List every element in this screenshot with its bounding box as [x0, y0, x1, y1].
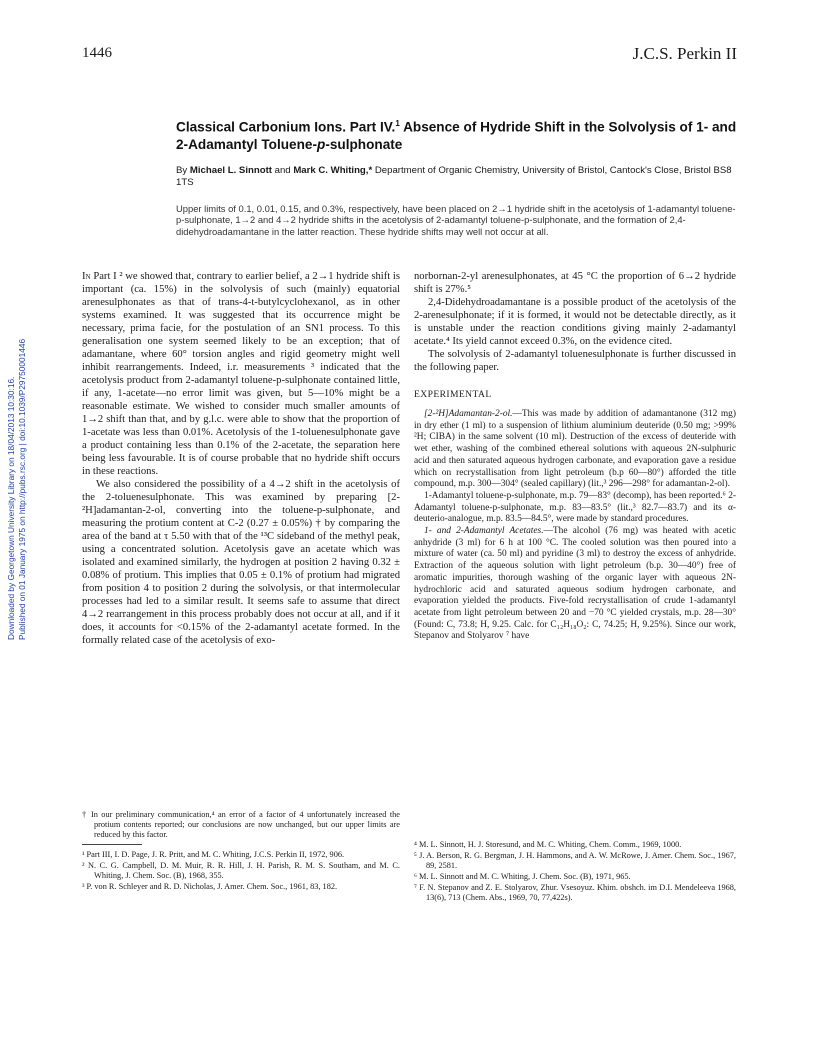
author-line: By Michael L. Sinnott and Mark C. Whiting,* Department of Organic Chemistry, University of Bristol, Cantock's Close, Bristol BS8 1TS — [176, 165, 732, 188]
drop-cap: In — [82, 271, 91, 282]
intro-paragraph: In Part I ² we showed that, contrary to earlier belief, a 2→1 hydride shift is important (ca. 15%) in the solvolysis of such (mainly) equatorial arenesulphonates as that of trans-4-t-butylcyclohexanol, as in other systems examined. It was suggested that its occurrence might be necessary, prima facie, for the postulation of an SN1 process. To this generalisation one system seemed likely to be an exception; that of adamantane, where 60° torsion angles and rigid geometry might well inhibit rearrangements. Indeed, i.r. measurements ³ indicated that the acetolysis product from 2-adamantyl toluene-p-sulphonate contained little, if any, 1-acetate—no error limit was given, but 5—10% might be a reasonable estimate. We wished to consider much smaller amounts of 1→2 shift than that, and by g.l.c. were able to show that the proportion of 1-acetate was less than 0.01%. Acetolysis of the 1-toluenesulphonate gave a product containing less than 0.1% of the 2-acetate, the separation here being less favourable. It is of course probable that no hydride shift occurs in these reactions. — [82, 271, 400, 477]
reference-4: ⁴ M. L. Sinnott, H. J. Storesund, and M. C. Whiting, Chem. Comm., 1969, 1000. — [414, 840, 682, 849]
body-paragraph: norbornan-2-yl arenesulphonates, at 45 °C the proportion of 6→2 hydride shift is 27%.⁵ — [414, 271, 736, 295]
journal-title: J.C.S. Perkin II — [632, 44, 737, 63]
body-paragraph: The solvolysis of 2-adamantyl toluenesulphonate is further discussed in the following paper. — [414, 349, 736, 373]
affiliation: Department of Organic Chemistry, University of Bristol, Cantock's Close, Bristol BS8 1TS — [176, 165, 732, 188]
dagger-footnote: † In our preliminary communication,⁴ an error of a factor of 4 unfortunately increased the protium contents reported; our conclusions are now unchanged, but our upper limits are reduced by this factor. — [82, 810, 400, 839]
experimental-heading: EXPERIMENTAL — [414, 389, 492, 400]
abstract: Upper limits of 0.1, 0.01, 0.15, and 0.3%, respectively, have been placed on 2→1 hydride shift in the acetolysis of 1-adamantyl toluene-p-sulphonate, 1→2 and 4→2 hydride shifts in the acetolysis of 2-adamantyl toluene-p-sulphonate, and the formation of 2,4-didehydroadamantane in the latter reaction. These hydride shifts may well not occur at all. — [176, 203, 736, 237]
reference-2: ² N. C. G. Campbell, D. M. Muir, R. R. Hill, J. H. Parish, R. M. S. Southam, and M. C. Whiting, J. Chem. Soc. (B), 1968, 355. — [82, 861, 400, 880]
download-notice[interactable]: Downloaded by Georgetown University Library on 18/04/2013 10:30:16. — [6, 376, 16, 640]
download-sidebar — [2, 262, 28, 642]
experimental-paragraph: [2-²H]Adamantan-2-ol.—This was made by addition of adamantanone (312 mg) in dry ether (1 ml) to a suspension of lithium aluminium deuteride (0.50 mg; >99% ²H; CIBA) in the same solvent (10 ml). Destruction of the excess of deuteride with wet ether, washing of the combined ethereal solutions with aqueous 2N-sulphuric acid and then saturated aqueous hydrogen carbonate, and evaporation gave a residue which on recrystallisation from light petroleum (b.p 60—80°) afforded the title compound, m.p. 300—304° (sealed capillary) (lit.,³ 296—298° for adamantan-2-ol). — [414, 409, 736, 490]
footnotes-right — [414, 840, 736, 904]
experimental-paragraph: 1-Adamantyl toluene-p-sulphonate, m.p. 79—83° (decomp), has been reported.⁶ 2-Adamantyl toluene-p-sulphonate, m.p. 83—83.5° (lit.,³ 82.7—83.7) and its α-deuterio-analogue, m.p. 83.5—84.5°, were made by standard procedures. — [414, 490, 736, 525]
footnote-rule — [82, 844, 142, 845]
footnotes-left — [82, 810, 400, 893]
author-1: Michael L. Sinnott — [189, 165, 272, 176]
experimental-section — [414, 409, 736, 643]
reference-1: ¹ Part III, I. D. Page, J. R. Pritt, and M. C. Whiting, J.C.S. Perkin II, 1972, 906. — [82, 850, 345, 859]
experimental-paragraph: 1- and 2-Adamantyl Acetates.—The alcohol (76 mg) was heated with acetic anhydride (3 ml) for 6 h at 100 °C. The cooled solution was then poured into a mixture of water (ca. 50 ml) and pyridine (3 ml) to destroy the excess of anhydride. Extraction of the aqueous solution with light petroleum (b.p. 30—40°) free of aromatic impurities, thorough washing of the organic layer with aqueous 2N-hydrochloric acid and saturated aqueous sodium hydrogen carbonate, and evaporation yielded the products. Five-fold recrystallisation of crude 1-adamantyl acetate from light petroleum between 20 and −70 °C yielded crystals, m.p. 28—30° (Found: C, 73.8; H, 9.25. Calc. for C₁₂H₁₈O₂: C, 74.25; H, 9.25%). Since our work, Stepanov and Stolyarov ⁷ have — [414, 526, 736, 642]
article-title: Classical Carbonium Ions. Part IV.$^1$ Absence of Hydride Shift in the Solvolysis of 1- and 2-Adamantyl Toluene-p-sulphonate — [176, 119, 737, 152]
body-paragraph: 2,4-Didehydroadamantane is a possible product of the acetolysis of the 2-arenesulphonate; if it is formed, it would not be detectable directly, as it is unstable under the reaction conditions giving mainly 2-adamantyl acetate.⁴ Its yield cannot exceed 0.3%, on the evidence cited. — [414, 297, 736, 347]
body-right-column — [414, 270, 736, 643]
reference-7: ⁷ F. N. Stepanov and Z. E. Stolyarov, Zhur. Vsesoyuz. Khim. obshch. im D.I. Mendeleeva 1968, 13(6), 713 (Chem. Abs., 1969, 70, 77,422s). — [414, 883, 736, 902]
page-number: 1446 — [82, 45, 112, 61]
body-paragraph: We also considered the possibility of a 4→2 shift in the acetolysis of the 2-toluenesulphonate. This was examined by preparing [2-²H]adamantan-2-ol, converting into the toluene-p-sulphonate, and measuring the protium content at C-2 (0.27 ± 0.05%) † by comparing the area of the band at τ 5.50 with that of the ¹³C sideband of the methyl peak, using a concentrated solution. Acetolysis gave an acetate which was isolated and examined similarly, the hydrogen at position 2 having 0.32 ± 0.08% of protium. This implies that 0.05 ± 0.1% of protium had migrated from position 4 to position 2 during the solvolysis, or that intermolecular processes had led to a similar result. It seems safe to assume that direct 4→2 rearrangement in this process probably does not occur at all, and if it does, it accounts for <0.15% of the 2-adamantyl acetate formed. In the formally related case of the acetolysis of exo- — [82, 479, 400, 646]
reference-6: ⁶ M. L. Sinnott and M. C. Whiting, J. Chem. Soc. (B), 1971, 965. — [414, 872, 631, 881]
author-2: Mark C. Whiting,* — [293, 165, 373, 176]
body-left-column — [82, 270, 400, 647]
reference-3: ³ P. von R. Schleyer and R. D. Nicholas, J. Amer. Chem. Soc., 1961, 83, 182. — [82, 882, 338, 891]
publication-link[interactable]: Published on 01 January 1975 on http://pubs.rsc.org | doi:10.1039/P29750001446 — [17, 338, 27, 640]
reference-5: ⁵ J. A. Berson, R. G. Bergman, J. H. Hammons, and A. W. McRowe, J. Amer. Chem. Soc., 1967, 89, 2581. — [414, 851, 736, 870]
